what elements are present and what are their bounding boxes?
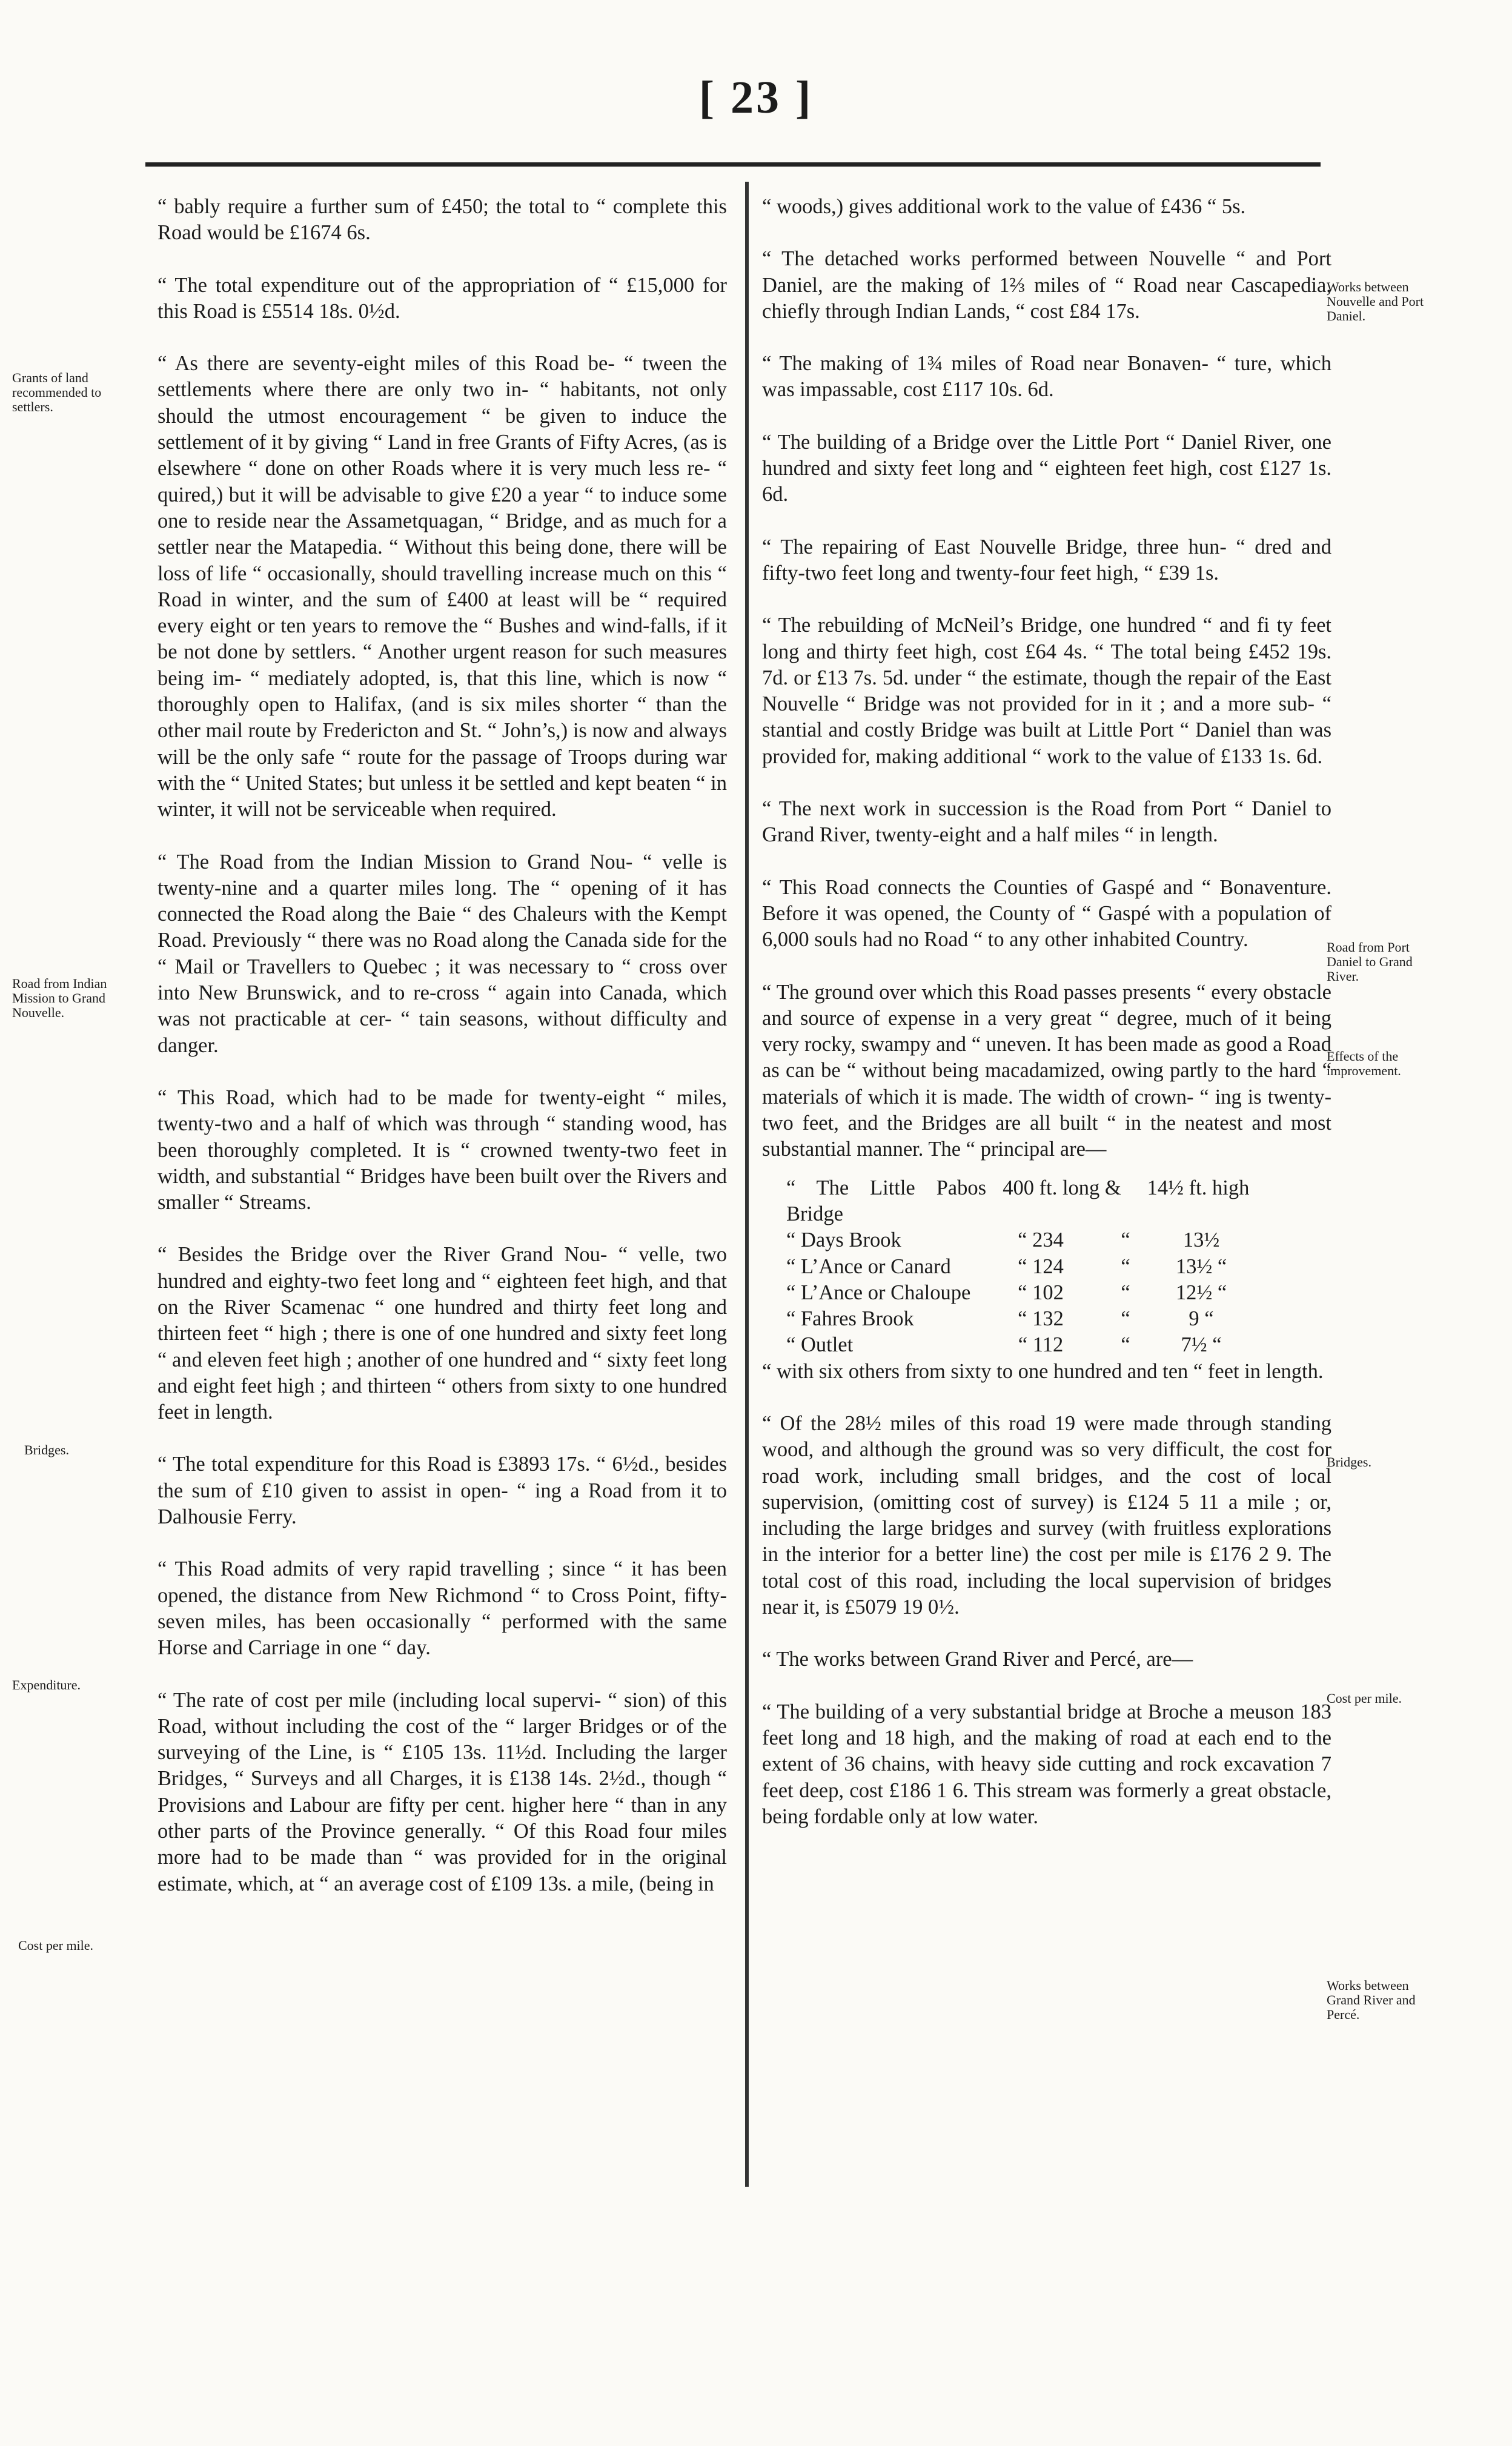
bridge-height: 7½ “ [1181,1333,1222,1357]
paragraph: “ The rebuilding of McNeil’s Bridge, one hundred “ and fi ty feet long and thirty feet high, cost £64 4s. “ The total being £452 19s. 7d. or £13 7s. 5d. under “ the estimate, though the repair of the East Nouvelle “ Bridge was not provided for in it ; and a more sub- “ stantial and costly Bridge was built at Little Port “ Daniel than was provided for, making additional “ work to the value of £133 1s. 6d. [762,614,1331,768]
left-column [158,194,727,1897]
right-column [762,194,1331,1830]
table-row [762,1306,1331,1332]
paragraph: “ This Road admits of very rapid travelling ; since “ it has been opened, the distance from New Richmond “ to Cross Point, fifty-seven miles, has been occasionally “ performed with the same Horse and Carriage in one “ day. [158,1557,727,1660]
bridge-height: 13½ [1182,1228,1220,1252]
paragraph: “ The making of 1¾ miles of Road near Bonaven- “ ture, which was impassable, cost £117 10s. 6d. [762,352,1331,402]
paragraph: “ The Road from the Indian Mission to Grand Nou- “ velle is twenty-nine and a quarter miles long. The “ opening of it has connected the Road along the Baie “ des Chaleurs with the Kempt Road. Previously “ there was no Road along the Canada side for the “ Mail or Travellers to Quebec ; it was necessary to “ cross over into New Brunswick, and to re-cross “ again into Canada, which was not practicable at cer- “ tain seasons, without difficulty and danger. [158,850,727,1057]
ditto-mark: “ [1121,1333,1130,1357]
margin-note-bridges-left: Bridges. [24,1442,69,1457]
table-row [762,1280,1331,1306]
bridge-length: 400 ft. long & [1003,1176,1121,1199]
header-rule [145,162,1321,167]
column-divider [745,182,749,2187]
paragraph: “ The works between Grand River and Percé, are— [762,1648,1193,1671]
paragraph: “ The building of a very substantial bridge at Broche a meuson 183 feet long and 18 high, and the making of road at each end to the extent of 36 chains, with heavy side cutting and rock excavation 7 feet deep, cost £186 1 6. This stream was formerly a great obstacle, being fordable only at low water. [762,1700,1331,1828]
paragraph: “ The building of a Bridge over the Little Port “ Daniel River, one hundred and sixty feet long and “ eighteen feet high, cost £127 1s. 6d. [762,430,1331,506]
ditto-mark: “ [1121,1254,1130,1278]
paragraph: “ This Road connects the Counties of Gaspé and “ Bonaventure. Before it was opened, the County of “ Gaspé with a population of 6,000 souls had no Road “ to any other inhabited Country. [762,875,1331,952]
paragraph: “ woods,) gives additional work to the value of £436 “ 5s. [762,195,1246,218]
paragraph: “ with six others from sixty to one hundred and ten “ feet in length. [762,1359,1324,1383]
bridge-name: “ L’Ance or Canard [786,1254,951,1278]
ditto-mark: “ [1121,1228,1130,1252]
bridge-height: 13½ “ [1175,1254,1227,1278]
bridge-length: “ 132 [1018,1307,1064,1331]
bridge-length: “ 112 [1018,1333,1064,1357]
bridge-name: “ Fahres Brook [786,1307,914,1331]
margin-note-expenditure: Expenditure. [12,1677,81,1692]
paragraph: “ The rate of cost per mile (including local supervi- “ sion) of this Road, without including the cost of the “ larger Bridges or of the surveying of the Line, is “ £105 13s. 11½d. Including the larger Bridges, “ Surveys and all Charges, it is £138 14s. 2½d., though “ Provisions and Labour are fifty per cent. higher here “ than in any other parts of the Province generally. “ Of this Road four miles more had to be made than “ was provided for in the original estimate, which, at “ an average cost of £109 13s. a mile, (being in [158,1688,727,1895]
bridge-height: 12½ “ [1175,1281,1227,1304]
bridge-name: “ The Little Pabos Bridge [786,1176,986,1225]
paragraph: “ bably require a further sum of £450; the total to “ complete this Road would be £1674 6s. [158,195,727,245]
bridge-length: “ 124 [1018,1254,1064,1278]
paragraph: “ As there are seventy-eight miles of this Road be- “ tween the settlements where there are only two in- “ habitants, not only should the utmost encouragement “ be given to induce the settlement of it by giving “ Land in free Grants of Fifty Acres, (as is elsewhere “ done on other Roads where it is very much less re- “ quired,) but it will be advisable to give £20 a year “ to induce some one to reside near the Assametquagan, “ Bridge, and as much for a settler near the Matapedia. “ Without this being done, there will be loss of life “ occasionally, should travelling increase much on this “ Road in winter, and the sum of £400 at least will be “ required every eight or ten years to remove the “ Bushes and wind-falls, if it be not done by settlers. “ Another urgent reason for such measures being im- “ mediately adopted, is, that this line, which is now “ thoroughly open to Halifax, (and is six miles shorter “ than the other mail route by Fredericton and St. “ John’s,) is now and always will be the only safe “ route for the passage of Troops during war with the “ United States; but unless it be settled and kept beaten “ in winter, it will not be serviceable when required. [158,352,727,821]
table-row [762,1227,1331,1253]
bridge-name: “ Outlet [786,1333,854,1357]
table-row [762,1175,1331,1228]
paragraph: “ The ground over which this Road passes presents “ every obstacle and source of expense in a very great “ degree, much of it being very rocky, swampy and “ uneven. It has been made as good a Road as can be “ without being macadamized, owing partly to the hard “ materials of which it is made. The width of crown- “ ing is twenty-two feet, and the Bridges are all built “ in the neatest and most substantial manner. The “ principal are— [762,980,1331,1161]
paragraph: “ The detached works performed between Nouvelle “ and Port Daniel, are the making of 1⅔ miles of “ Road near Cascapedia, chiefly through Indian Lands, “ cost £84 17s. [762,247,1331,323]
bridge-name: “ Days Brook [786,1228,901,1252]
margin-note-bridges-right: Bridges. [1327,1454,1371,1470]
margin-note-works-grand-river: Works between Grand River and Percé. [1327,1978,1416,2022]
margin-note-cost-per-mile-right: Cost per mile. [1327,1691,1402,1706]
bridge-length: “ 234 [1018,1228,1064,1252]
paragraph: “ The total expenditure for this Road is £3893 17s. “ 6½d., besides the sum of £10 given to assist in open- “ ing a Road from it to Dalhousie Ferry. [158,1453,727,1529]
page-number: [ 23 ] [698,72,814,123]
table-row [762,1332,1331,1358]
paragraph: “ The next work in succession is the Road from Port “ Daniel to Grand River, twenty-eight and a half miles “ in length. [762,797,1331,847]
bridge-name: “ L’Ance or Chaloupe [786,1281,971,1304]
bridge-height: 9 “ [1189,1307,1214,1331]
margin-note-grants: Grants of land recommended to settlers. [12,370,102,414]
table-row [762,1254,1331,1280]
ditto-mark: “ [1121,1281,1130,1304]
bridges-table [762,1175,1331,1359]
paragraph: “ This Road, which had to be made for twenty-eight “ miles, twenty-two and a half of which was through “ standing wood, has been thoroughly completed. It is “ crowned twenty-two feet in width, and substantial “ Bridges have been built over the Rivers and smaller “ Streams. [158,1085,727,1215]
paragraph: “ Of the 28½ miles of this road 19 were made through standing wood, and although the ground was so very difficult, the cost for road work, including small bridges, and the cost of local supervision, (omitting cost of survey) is £124 5 11 a mile ; or, including the large bridges and survey (with fruitless explorations in the interior for a better line) the cost per mile is £176 2 9. The total cost of this road, including the local supervision of bridges near it, is £5079 19 0½. [762,1411,1331,1619]
margin-note-cost-per-mile-left: Cost per mile. [18,1938,94,1953]
margin-note-road-indian-mission: Road from Indian Mission to Grand Nouvelle. [12,976,107,1020]
bridge-height: 14½ ft. high [1147,1176,1250,1199]
bridge-length: “ 102 [1018,1281,1064,1304]
margin-note-effects: Effects of the improvement. [1327,1049,1401,1078]
margin-note-road-port-daniel: Road from Port Daniel to Grand River. [1327,940,1413,984]
margin-note-works-nouvelle: Works between Nouvelle and Port Daniel. [1327,279,1424,323]
paragraph: “ The total expenditure out of the appropriation of “ £15,000 for this Road is £5514 18s. 0½d. [158,273,727,323]
ditto-mark: “ [1121,1307,1130,1331]
paragraph: “ Besides the Bridge over the River Grand Nou- “ velle, two hundred and eighty-two feet long and “ eighteen feet high, and that on the River Scamenac “ one hundred and thirty feet long and thirteen feet “ high ; there is one of one hundred and sixty feet long “ and eleven feet high ; another of one hundred and “ sixty feet long and eight feet high ; and thirteen “ others from sixty to one hundred feet in length. [158,1243,727,1424]
paragraph: “ The repairing of East Nouvelle Bridge, three hun- “ dred and fifty-two feet long and twenty-four feet high, “ £39 1s. [762,535,1331,585]
